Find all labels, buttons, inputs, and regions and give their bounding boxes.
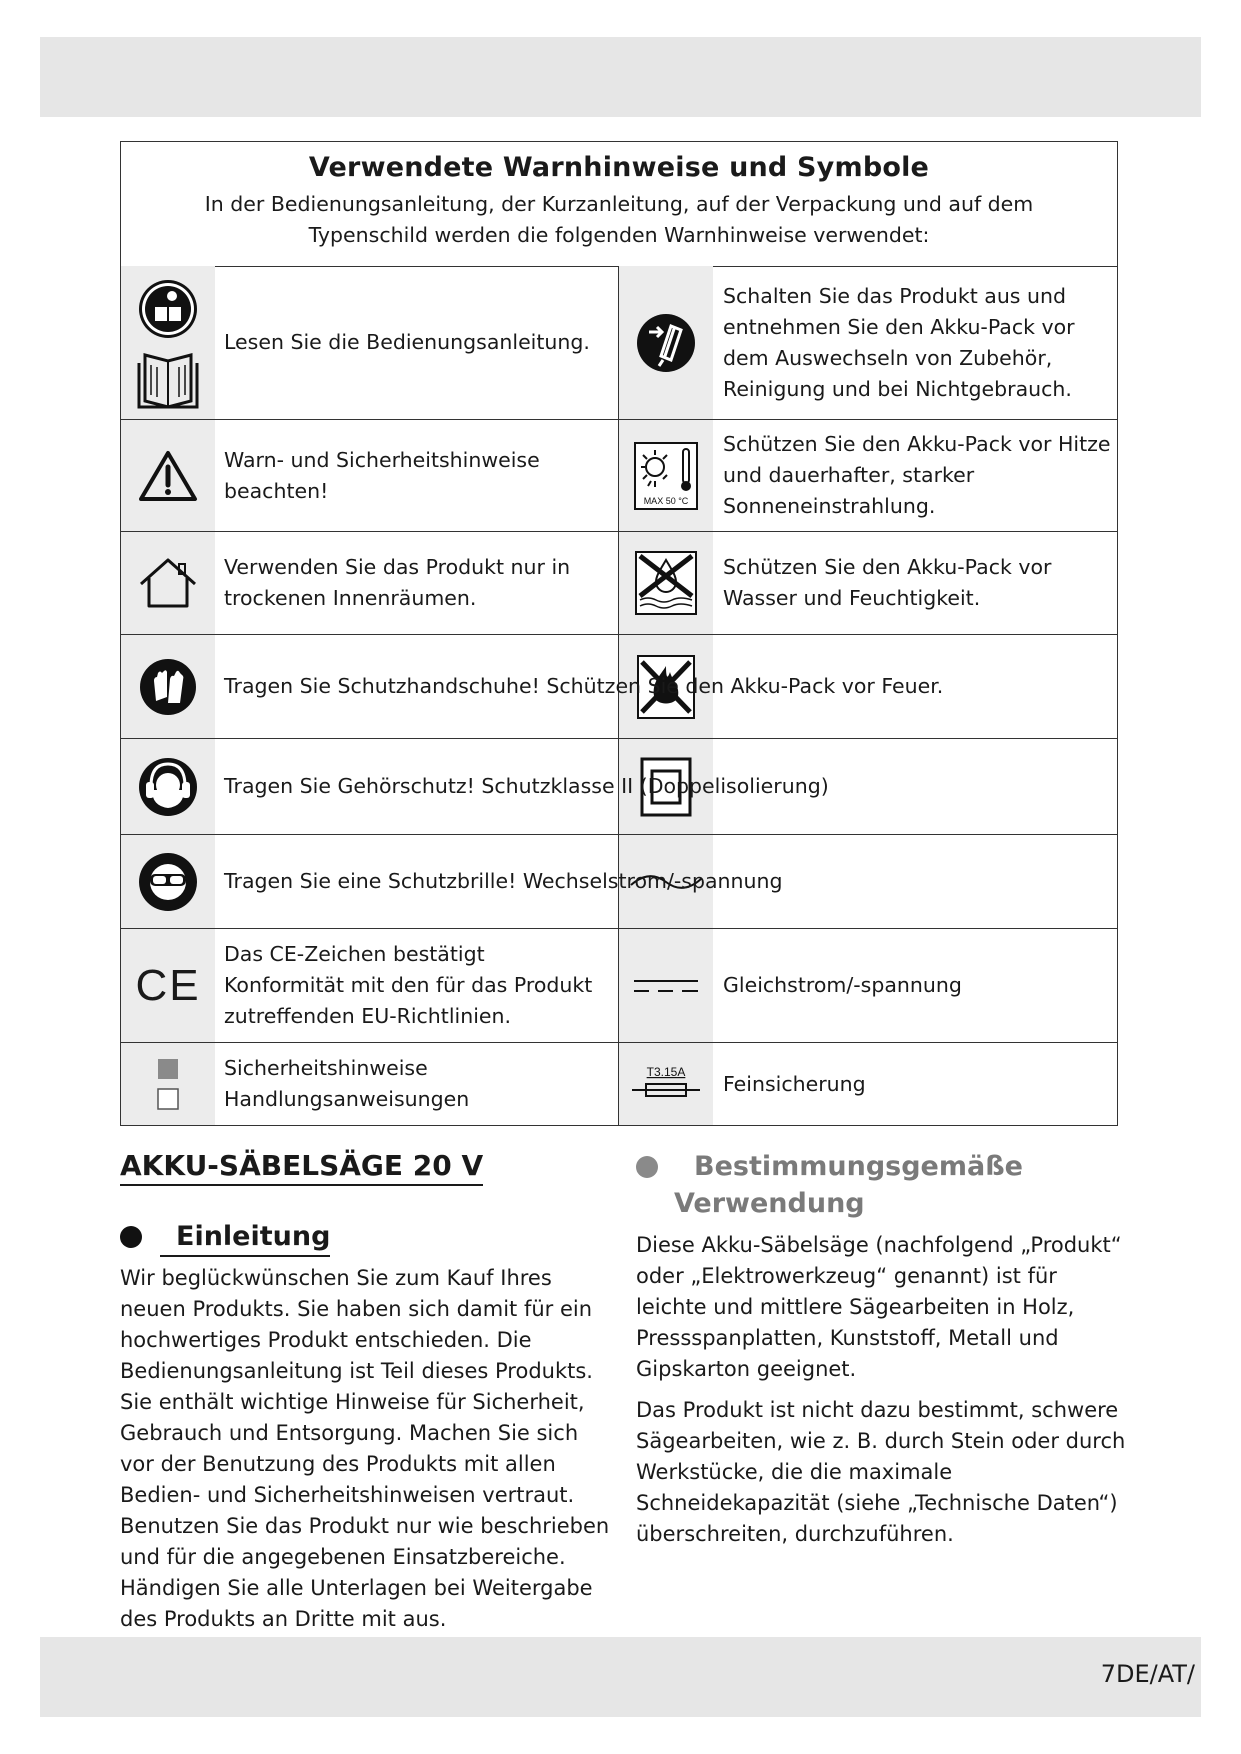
paragraph: Das Produkt ist nicht dazu bestimmt, schwere Sägearbeiten, wie z. B. durch Stein oder durch Werkstücke, die die maximale Schneidekapazität (siehe „Technische Daten“) überschreiten, durchzuführen.	[636, 1398, 1126, 1546]
row-text-left	[224, 420, 609, 531]
heading-text: Einleitung	[160, 1219, 330, 1257]
icon-cell	[121, 266, 215, 419]
ce-mark-icon: CE	[135, 960, 201, 1010]
icon-cell	[619, 532, 713, 634]
icon-cell	[619, 1043, 713, 1125]
no-water-icon	[634, 550, 698, 616]
header-band	[40, 37, 1201, 117]
ear-protection-icon	[137, 756, 199, 818]
table-row	[121, 929, 1117, 1043]
icon-cell	[121, 1043, 215, 1125]
heat-sun-icon	[633, 441, 699, 511]
table-row	[121, 1043, 1117, 1125]
row-text-merged	[224, 739, 1117, 834]
table-title: Verwendete Warnhinweise und Symbole	[308, 152, 930, 183]
heading-text: Verwendung	[674, 1188, 865, 1219]
legend-squares-icon	[155, 1056, 181, 1112]
cell-text: Lesen Sie die Bedienungsanleitung.	[224, 330, 590, 354]
bullet-icon	[120, 1226, 142, 1248]
cell-text: Feinsicherung	[723, 1071, 866, 1096]
remove-battery-icon	[635, 312, 697, 374]
table-row	[121, 835, 1117, 929]
row-text-left	[224, 1043, 609, 1125]
bestimmung-text	[636, 1230, 1126, 1550]
cell-text: Tragen Sie eine Schutzbrille! Wechselstrom/-spannung	[224, 869, 783, 893]
cell-text: Sicherheitshinweise	[224, 1056, 428, 1080]
warning-triangle-icon	[138, 450, 198, 502]
direct-current-icon	[631, 974, 701, 998]
cell-text: Tragen Sie Gehörschutz! Schutzklasse II (Doppelisolierung)	[224, 774, 829, 798]
row-text-right	[723, 266, 1115, 419]
row-text-merged	[224, 635, 1117, 738]
icon-cell	[121, 739, 215, 834]
paragraph: Wir beglückwünschen Sie zum Kauf Ihres neuen Produkts. Sie haben sich damit für ein hochwertiges Produkt entschieden. Die Bedienungsanleitung ist Teil dieses Produkts. Sie enthält wichtige Hinweise für Sicherheit, Gebrauch und Entsorgung. Machen Sie sich vor der Benutzung des Produkts mit allen Bedien- und Sicherheitshinweisen vertraut. Benutzen Sie das Produkt nur wie beschrieben und für die angegebenen Einsatzbereiche. Händigen Sie alle Unterlagen bei Weitergabe des Produkts an Dritte mit aus.	[120, 1266, 610, 1631]
table-row	[121, 635, 1117, 739]
row-text-right	[723, 929, 1115, 1042]
table-header	[121, 142, 1117, 267]
icon-label: MAX 50 °C	[643, 495, 689, 506]
page-number: 7DE/AT/	[1100, 1660, 1195, 1688]
fuse-icon	[628, 1064, 704, 1104]
row-text-right	[723, 420, 1115, 531]
read-manual-icon	[135, 273, 201, 413]
row-text-left	[224, 532, 609, 634]
row-text-merged	[224, 835, 1117, 928]
row-text-left	[224, 929, 609, 1042]
icon-cell	[121, 420, 215, 531]
cell-text: Warn- und Sicherheitshinweise beachten!	[224, 447, 540, 503]
cell-text: Tragen Sie Schutzhandschuhe! Schützen Sie den Akku-Pack vor Feuer.	[224, 674, 944, 698]
row-text-right	[723, 532, 1115, 634]
heading-text: Bestimmungsgemäße	[694, 1151, 1023, 1182]
table-subtitle: In der Bedienungsanleitung, der Kurzanleitung, auf der Verpackung und auf dem Typenschild werden die folgenden Warnhinweise verwendet:	[204, 192, 1034, 247]
row-text-right	[723, 1043, 1115, 1125]
footer-band	[40, 1637, 1201, 1717]
cell-text: Schützen Sie den Akku-Pack vor Wasser und Feuchtigkeit.	[723, 555, 1052, 610]
icon-cell	[121, 635, 215, 738]
product-title: AKKU-SÄBELSÄGE 20 V	[120, 1148, 483, 1186]
table-row	[121, 739, 1117, 835]
icon-cell	[121, 835, 215, 928]
icon-cell	[619, 266, 713, 419]
table-row	[121, 266, 1117, 420]
icon-cell	[121, 532, 215, 634]
cell-text: Schützen Sie den Akku-Pack vor Hitze und dauerhafter, starker Sonneneinstrahlung.	[723, 432, 1111, 518]
table-row	[121, 532, 1117, 635]
cell-text: Handlungsanweisungen	[224, 1087, 470, 1111]
indoor-house-icon	[137, 556, 199, 610]
table-row	[121, 420, 1117, 532]
cell-text: Verwenden Sie das Produkt nur in trockenen Innenräumen.	[224, 555, 571, 610]
gloves-icon	[138, 657, 198, 717]
icon-cell	[619, 420, 713, 531]
cell-text: Schalten Sie das Produkt aus und entnehmen Sie den Akku-Pack vor dem Auswechseln von Zubehör, Reinigung und bei Nichtgebrauch.	[723, 283, 1075, 401]
safety-goggles-icon	[137, 851, 199, 913]
row-text-left	[224, 266, 609, 419]
icon-label: T3.15A	[646, 1065, 686, 1079]
icon-cell	[619, 929, 713, 1042]
bullet-icon	[636, 1156, 658, 1178]
cell-text: Das CE-Zeichen bestätigt Konformität mit den für das Produkt zutreffenden EU-Richtlinien.	[224, 942, 593, 1028]
warning-symbols-table	[120, 141, 1118, 1126]
cell-text: Gleichstrom/-spannung	[723, 973, 962, 997]
einleitung-text	[120, 1263, 610, 1635]
paragraph: Diese Akku-Säbelsäge (nachfolgend „Produkt“ oder „Elektrowerkzeug“ genannt) ist für leichte und mittlere Sägearbeiten in Holz, Pressspanplatten, Kunststoff, Metall und Gipskarton geeignet.	[636, 1233, 1122, 1381]
icon-cell	[121, 929, 215, 1042]
